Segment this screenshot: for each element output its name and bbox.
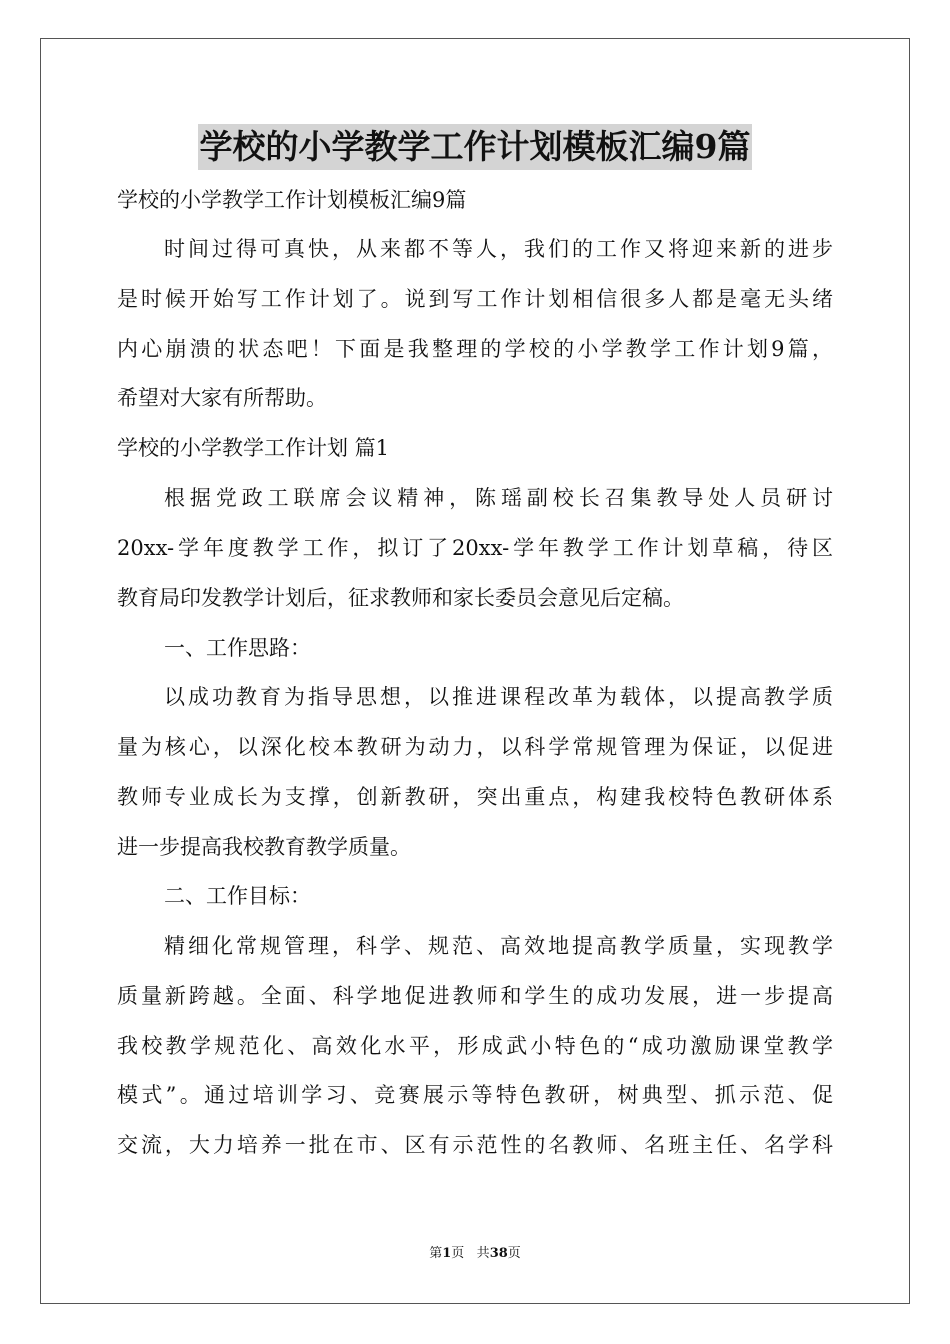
page-number: 1 <box>442 1246 452 1261</box>
paragraph-line: 我校教学规范化、高效化水平，形成武小特色的“成功激励课堂教学 <box>117 1034 833 1058</box>
paragraph-line: 教育局印发教学计划后，征求教师和家长委员会意见后定稿。 <box>117 586 684 610</box>
paragraph-line: 以成功教育为指导思想，以推进课程改革为载体，以提高教学质 <box>164 685 833 709</box>
paragraph-line: 质量新跨越。全面、科学地促进教师和学生的成功发展，进一步提高 <box>117 984 833 1008</box>
paragraph-line: 模式”。通过培训学习、竞赛展示等特色教研，树典型、抓示范、促 <box>117 1083 833 1107</box>
paragraph-line: 内心崩溃的状态吧！下面是我整理的学校的小学教学工作计划9篇， <box>117 337 833 361</box>
paragraph-line: 希望对大家有所帮助。 <box>117 386 327 410</box>
paragraph-line: 20xx-学年度教学工作，拟订了20xx-学年教学工作计划草稿，待区 <box>117 536 833 560</box>
paragraph-line: 交流，大力培养一批在市、区有示范性的名教师、名班主任、名学科 <box>117 1133 833 1157</box>
page-prefix: 第 <box>429 1246 443 1261</box>
paragraph-line: 精细化常规管理，科学、规范、高效地提高教学质量，实现教学 <box>164 934 833 958</box>
paragraph-line: 教师专业成长为支撑，创新教研，突出重点，构建我校特色教研体系 <box>117 785 833 809</box>
page-border <box>40 38 910 1304</box>
total-pages: 38 <box>489 1246 508 1261</box>
paragraph-line: 进一步提高我校教育教学质量。 <box>117 835 411 859</box>
subtitle-line: 学校的小学教学工作计划模板汇编9篇 <box>117 188 467 212</box>
paragraph-line: 时间过得可真快，从来都不等人，我们的工作又将迎来新的进步 <box>164 237 833 261</box>
paragraph-line: 根据党政工联席会议精神，陈瑶副校长召集教导处人员研讨 <box>164 486 833 510</box>
total-prefix: 共 <box>476 1246 490 1261</box>
page-footer <box>0 1245 950 1263</box>
document-title: 学校的小学教学工作计划模板汇编9篇 <box>198 124 753 170</box>
total-suffix: 页 <box>507 1246 521 1261</box>
page-suffix: 页 <box>451 1246 465 1261</box>
paragraph-line: 是时候开始写工作计划了。说到写工作计划相信很多人都是毫无头绪 <box>117 287 833 311</box>
subheading-work-goals: 二、工作目标： <box>164 884 311 908</box>
title-wrap <box>117 124 833 170</box>
subheading-work-approach: 一、工作思路： <box>164 636 311 660</box>
paragraph-line: 量为核心，以深化校本教研为动力，以科学常规管理为保证，以促进 <box>117 735 833 759</box>
section-heading: 学校的小学教学工作计划 篇1 <box>117 436 390 460</box>
